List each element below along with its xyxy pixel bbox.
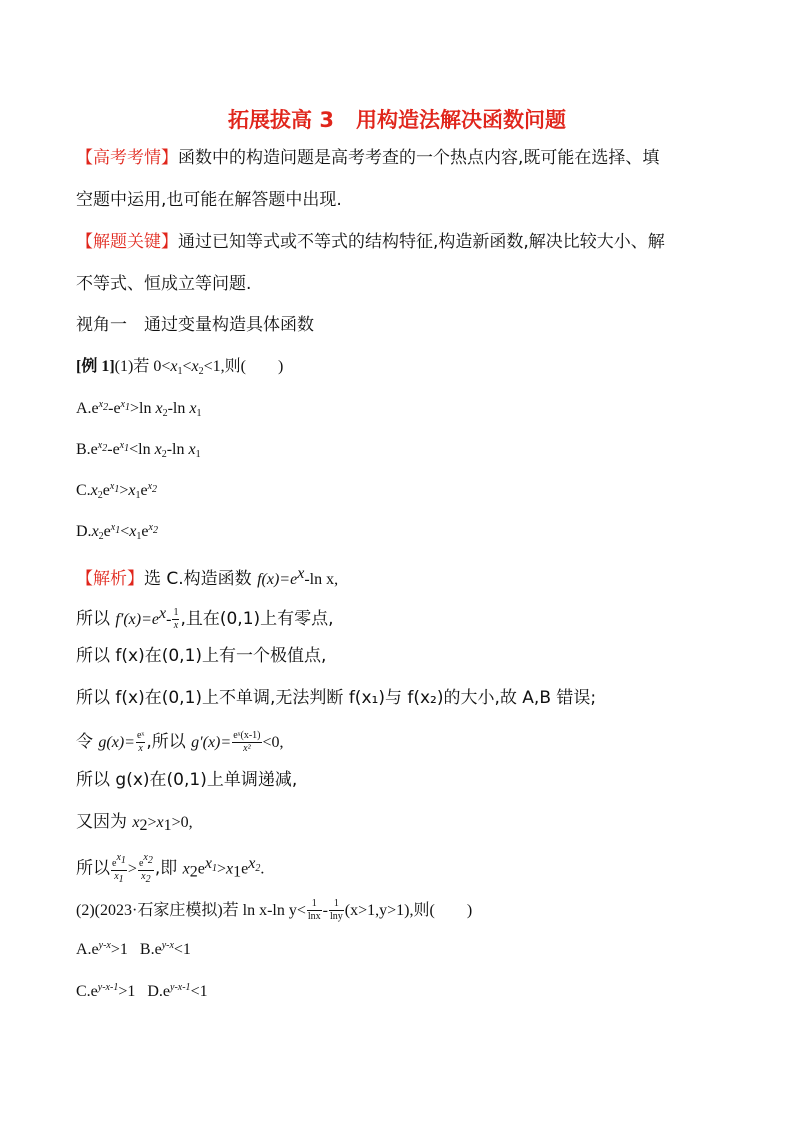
gaokao-text-1: 函数中的构造问题是高考考查的一个热点内容,既可能在选择、填 (178, 148, 660, 168)
part-2-option-a: $A.e^{y-x}>1$ (76, 940, 128, 958)
part-2-option-d: $D.e^{y-x-1}<1$ (147, 982, 208, 1000)
title-sub: 用构造法解决函数问题 (355, 108, 566, 132)
part-2-option-c: $C.e^{y-x-1}>1$ (76, 982, 136, 1000)
solution-line-5: 令 g(x)= $\frac{\text{eˣ}}{x}$ ,所以 g′(x)= $\frac{\text{eˣ(x-1)}}{\text{x²}}$ <0, (76, 730, 284, 754)
fraction-1-over-lny: $\frac{1}{\ln y}$ (330, 898, 343, 922)
fraction-derivative: $\frac{\text{eˣ(x-1)}}{\text{x²}}$ (233, 730, 261, 754)
solution-line-8: 所以 $\frac{e^{x_1}}{x_1}$ > $\frac{e^{x_2}}{x_2}$ ,即 $x_2e^{x_1}>x_1e^{x_2}$. (76, 852, 265, 885)
solution-line-4: 所以 f(x)在(0,1)上不单调,无法判断 f(x₁)与 f(x₂)的大小,故 A,B 错误; (76, 688, 597, 708)
key-text-2: 不等式、恒成立等问题. (76, 274, 252, 294)
solution-line-3: 所以 f(x)在(0,1)上有一个极值点, (76, 646, 327, 666)
part-2-option-b: $B.e^{y-x}<1$ (139, 940, 191, 958)
option-b: $B.e^{x_2}-e^{x_1}<\ln$ $x_2-\ln$ $x_1$ (76, 440, 201, 460)
option-a: $A.e^{x_2}-e^{x_1}>\ln$ $x_2-\ln$ $x_1$ (76, 399, 202, 419)
fraction-ex1-over-x1: $\frac{e^{x_1}}{x_1}$ (112, 852, 126, 885)
page-title (0, 104, 794, 134)
fraction-ex2-over-x2: $\frac{e^{x_2}}{x_2}$ (138, 852, 153, 885)
solution-line-1: 【解析】选 C.构造函数 $f(x)=e^x-\ln$ x, (76, 565, 339, 589)
key-line-2 (76, 276, 251, 293)
solution-line-7: 又因为 $x_2>x_1>0$, (76, 812, 193, 834)
angle-heading (76, 317, 314, 334)
solution-line-2: 所以 $f'(x)=e^x-$ $\frac{1}{x}$ ,且在(0,1)上有零点, (76, 605, 334, 631)
part-2-options-ab (76, 941, 191, 958)
gaokao-text-2: 空题中运用,也可能在解答题中出现. (76, 190, 342, 210)
fraction-1-over-x: $\frac{1}{x}$ (173, 607, 179, 631)
part-2-options-cd (76, 983, 208, 1000)
solution-line-6: 所以 g(x)在(0,1)上单调递减, (76, 770, 298, 790)
gaokao-tag: 【高考考情】 (76, 148, 178, 168)
gaokao-line-2 (76, 192, 342, 209)
angle-heading-text: 视角一 通过变量构造具体函数 (76, 315, 314, 335)
key-line-1 (76, 234, 665, 251)
solution-tag: 【解析】 (76, 569, 144, 589)
fraction-1-over-lnx: $\frac{1}{\ln x}$ (307, 898, 321, 922)
option-d: $D.x_2e^{x_1}<x_1e^{x_2}$ (76, 522, 158, 542)
example-tag: [例 1] (76, 358, 115, 375)
option-c: $C.x_2e^{x_1}>x_1e^{x_2}$ (76, 481, 158, 501)
fraction-ex-over-x: $\frac{\text{eˣ}}{x}$ (136, 730, 145, 754)
title-main: 拓展拔高 3 (228, 108, 334, 132)
example-1-stem: [例 1](1)若 $0<x_1<x_2<1$,则( ) (76, 358, 284, 377)
gaokao-line-1 (76, 150, 659, 167)
part-2-stem: (2)(2023·石家庄模拟)若 ln x-ln y< $\frac{1}{\ln x}$ - $\frac{1}{\ln y}$ (x>1,y>1),则( ) (76, 898, 473, 922)
key-text-1: 通过已知等式或不等式的结构特征,构造新函数,解决比较大小、解 (178, 232, 665, 252)
key-tag: 【解题关键】 (76, 232, 178, 252)
